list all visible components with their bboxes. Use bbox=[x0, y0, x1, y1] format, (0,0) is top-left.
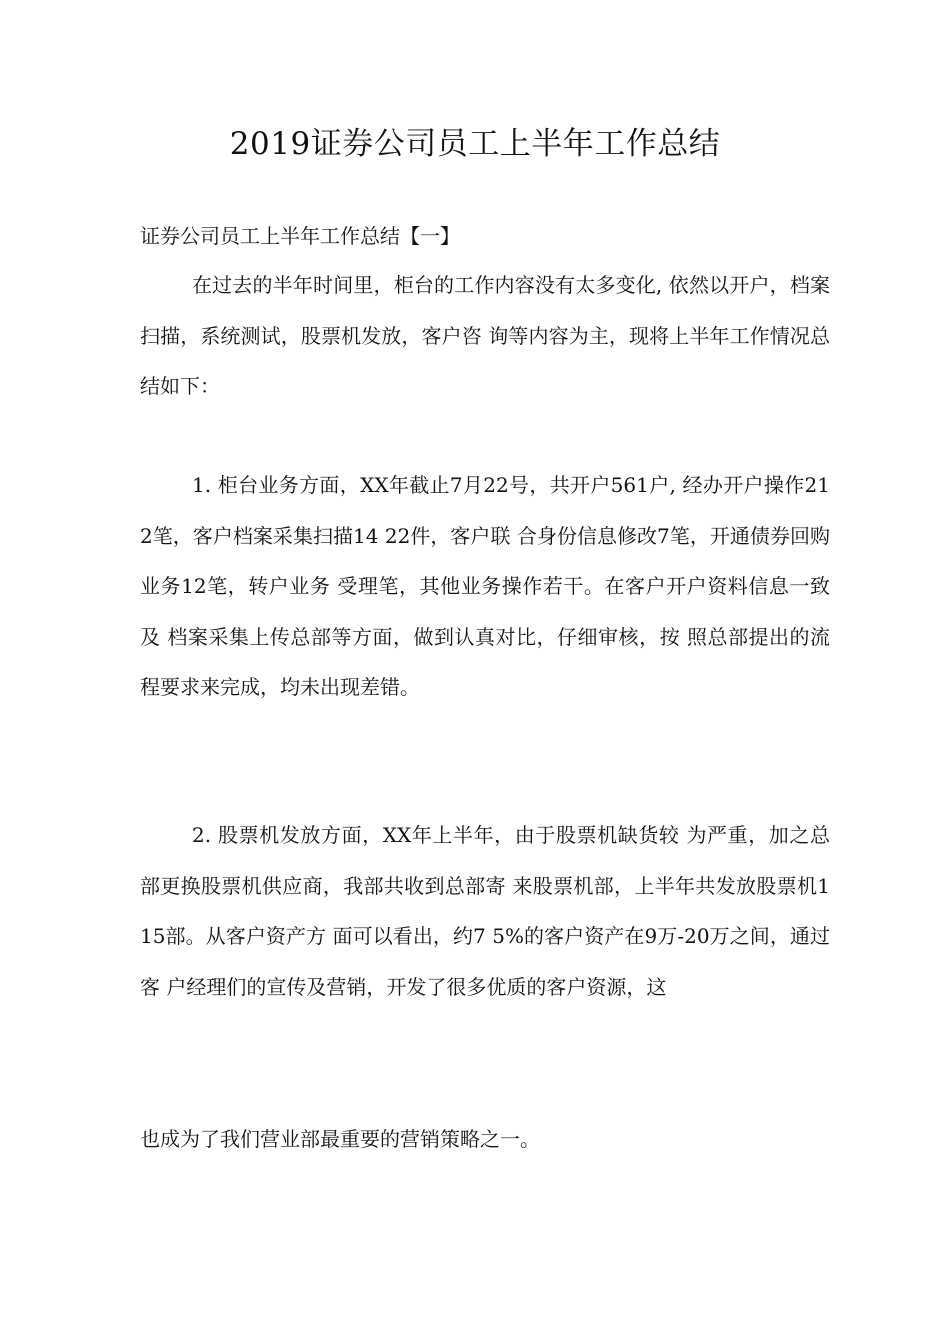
counter-business-paragraph: 1. 柜台业务方面，XX年截止7月22号，共开户561户, 经办开户操作212笔，客户档案采集扫描14 22件，客户联 合身份信息修改7笔，开通债券回购业务12笔，转户业务 受理笔，其他业务操作若干。在客户开户资料信息一致及 档案采集上传总部等方面，做到认真对比，仔细审核，按 照总部提出的流程要求来完成，均未出现差错。 bbox=[140, 473, 830, 699]
intro-paragraph: 在过去的半年时间里，柜台的工作内容没有太多变化, 依然以开户，档案扫描，系统测试，股票机发放，客户咨 询等内容为主，现将上半年工作情况总结如下： bbox=[140, 273, 830, 398]
stock-machine-paragraph: 2. 股票机发放方面，XX年上半年，由于股票机缺货较 为严重，加之总部更换股票机供应商，我部共收到总部寄 来股票机部，上半年共发放股票机115部。从客户资产方 面可以看出，约7 5%的客户资产在9万-20万之间，通过客 户经理们的宣传及营销，开发了很多优质的客户资源，这 bbox=[140, 823, 830, 999]
section-heading: 证券公司员工上半年工作总结【一】 bbox=[140, 224, 460, 248]
closing-paragraph: 也成为了我们营业部最重要的营销策略之一。 bbox=[140, 1127, 540, 1151]
document-title: 2019证券公司员工上半年工作总结 bbox=[229, 126, 721, 162]
